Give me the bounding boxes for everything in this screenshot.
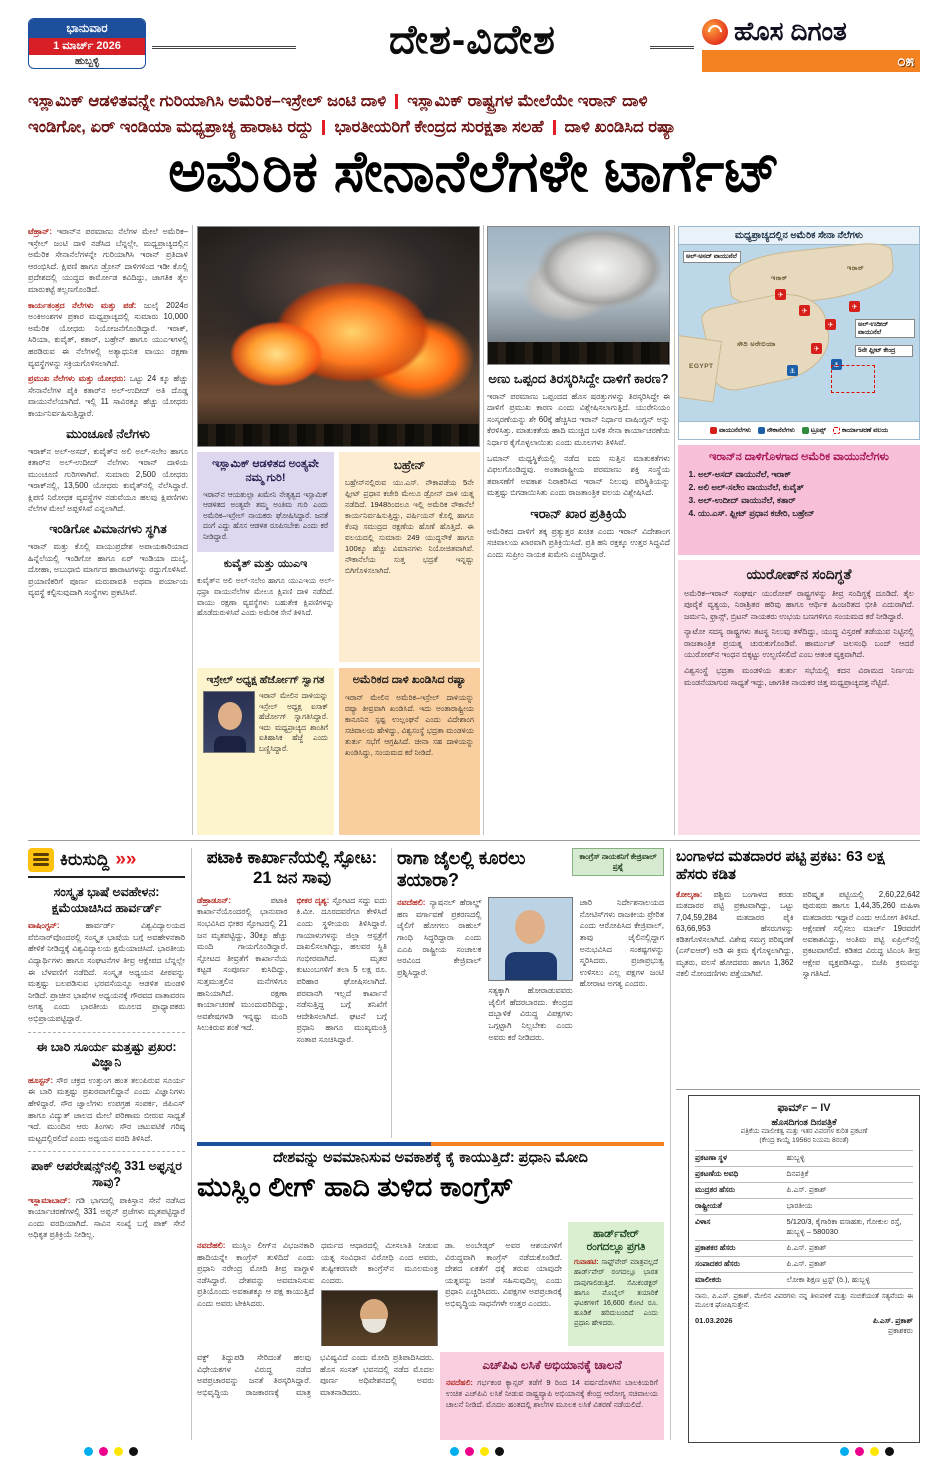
strapline-1a: ಇಸ್ಲಾಮಿಕ್ ಆಡಳಿತವನ್ನೇ ಗುರಿಯಾಗಿಸಿ ಅಮೆರಿಕ–ಇಸ್ರೇಲ್ ಜಂಟಿ ದಾಳಿ <box>28 92 387 110</box>
strapline-2c: ದಾಳಿ ಖಂಡಿಸಿದ ರಷ್ಯಾ <box>564 118 677 136</box>
map-callout: ಅಲ್-ಉದೀದ್ ವಾಯುನೆಲೆ <box>855 319 915 338</box>
form-label: ಸಂಪಾದಕರ ಹೆಸರು <box>695 1259 740 1269</box>
registration-marks-center <box>450 1447 504 1456</box>
map-title: ಮಧ್ಯಪ್ರಾಚ್ಯದಲ್ಲಿನ ಅಮೆರಿಕ ಸೇನಾ ನೆಲೆಗಳು <box>679 227 919 245</box>
form-value: ಲೋಕಾ ಶಿಕ್ಷಣ ಟ್ರಸ್ಟ್ (ರಿ.), ಹುಬ್ಬಳ್ಳಿ <box>786 1275 870 1285</box>
airbase-plane-icon: ✈ <box>811 343 822 354</box>
hardware-box <box>568 1222 664 1346</box>
crosshead: ಪ್ರಮುಖ ನೆಲೆಗಳು ಮತ್ತು ಯೋಧರು: <box>28 374 126 384</box>
brand-block <box>702 16 920 72</box>
form-role: ಪ್ರಕಾಶಕರು <box>888 1326 913 1335</box>
black-registration-dot <box>129 1447 138 1456</box>
form-label: ರಾಷ್ಟ್ರೀಯತೆ <box>695 1201 722 1211</box>
briefs-header <box>28 848 185 878</box>
suit <box>214 736 246 752</box>
box-title: ಬಹ್ರೇನ್ <box>393 458 426 472</box>
face <box>515 910 545 944</box>
article-body: ನ್ಯಾಷನಲ್ ಹೆರಾಲ್ಡ್ ಹಣ ವರ್ಗಾವಣೆ ಪ್ರಕರಣದಲ್ಲಿ ಜೈಲಿಗೆ ಹೋಗಲು ರಾಹುಲ್ ಗಾಂಧಿ ಸಿದ್ಧರಿದ್ದಾರಾ ಎಂದು ಎಎಪಿ ರಾಷ್ಟ್ರೀಯ ಸಂಚಾಲಕ ಅರವಿಂದ ಕೇಜ್ರಿವಾಲ್ ಪ್ರಶ್ನಿಸಿದ್ದಾರೆ. <box>397 898 482 977</box>
brief-title-sun: ಈ ಬಾರಿ ಸೂರ್ಯ ಮತ್ತಷ್ಟು ಪ್ರಖರ: ವಿಜ್ಞಾನಿ <box>36 1039 177 1070</box>
lead-headline: ಅಮೆರಿಕ ಸೇನಾನೆಲೆಗಳೇ ಟಾರ್ಗೆಟ್ <box>168 140 780 204</box>
strapline-1b: ಇಸ್ಲಾಮಿಕ್ ರಾಷ್ಟ್ರಗಳ ಮೇಲೆಯೇ ಇರಾನ್ ದಾಳಿ <box>407 92 648 110</box>
europe-section <box>678 560 920 835</box>
form-date: 01.03.2026 <box>695 1316 733 1325</box>
form-row <box>695 1150 913 1166</box>
raga-article <box>397 848 664 1136</box>
map-area <box>679 245 919 417</box>
map-callout: ಅಲ್-ಅಸದ್ ವಾಯುನೆಲೆ <box>683 251 741 263</box>
column-rule <box>670 848 671 1440</box>
column-rule <box>391 848 392 1138</box>
box-title: ಇಸ್ರೇಲ್ ಅಧ್ಯಕ್ಷ ಹೆರ್ಜೋಗ್ ಸ್ವಾಗತ <box>206 674 325 686</box>
date-box <box>28 18 146 69</box>
box-title: ಎಚ್‌ಪಿವಿ ಲಸಿಕೆ ಅಭಿಯಾನಕ್ಕೆ ಚಾಲನೆ <box>482 1358 622 1372</box>
map-infographic <box>678 226 920 440</box>
attacked-airbases-box <box>678 445 920 555</box>
legend-swatch-zone <box>833 427 840 434</box>
article-body: ಮುಸ್ಲಿಂ ಲೀಗ್‌ನ ವಿಭಜನಕಾರಿ ಹಾದಿಯನ್ನೇ ಕಾಂಗ್ರೆಸ್ ತುಳಿದಿದೆ ಎಂದು ಪ್ರಧಾನಿ ನರೇಂದ್ರ ಮೋದಿ ತೀವ್ರ ವಾಗ್ದಾಳಿ ನಡೆಸಿದ್ದಾರೆ. ದೇಶವನ್ನು ಅವಮಾನಿಸುವ ಪ್ರತಿಯೊಂದು ಅವಕಾಶಕ್ಕೂ ಆ ಪಕ್ಷ ಕಾಯುತ್ತಿದೆ ಎಂದು ಅವರು ಟೀಕಿಸಿದರು. <box>197 1241 314 1308</box>
bahrain-box <box>339 452 480 662</box>
article-headline: ಪಟಾಕಿ ಕಾರ್ಖಾನೆಯಲ್ಲಿ ಸ್ಫೋಟ: 21 ಜನ ಸಾವು <box>206 848 378 888</box>
article-body: ವಕ್ಫ್ ತಿದ್ದುಪಡಿ ಸೇರಿದಂತೆ ಹಲವು ವಿಧೇಯಕಗಳ ವಿರುದ್ಧ ನಡೆದ ಅಪಪ್ರಚಾರವನ್ನು ಜನತೆ ತಿರಸ್ಕರಿಸಿದ್ದಾರೆ. ಅಭಿವೃದ್ಧಿಯ ರಾಜಕಾರಣಕ್ಕೆ ಮಾತ್ರ ಭವಿಷ್ಯವಿದೆ ಎಂದು ಮೋದಿ ಪ್ರತಿಪಾದಿಸಿದರು. ಹೊಸ ಸಂಸತ್ ಭವನದಲ್ಲಿ ನಡೆದ ಮೊದಲ ಪೂರ್ಣ ಅಧಿವೇಶನದಲ್ಲಿ ಅವರು ಮಾತನಾಡಿದರು. <box>197 1353 434 1397</box>
form-org: ಹೊಸದಿಗಂತ ದಿನಪತ್ರಿಕೆ <box>771 1117 837 1127</box>
strap-divider <box>553 120 556 135</box>
lead-paragraph: ಅಮೆರಿಕದ ದಾಳಿಗೆ ತಕ್ಕ ಪ್ರತ್ಯುತ್ತರ ಖಚಿತ ಎಂದು ಇರಾನ್ ವಿದೇಶಾಂಗ ಸಚಿವಾಲಯ ಖಾರವಾಗಿ ಪ್ರತಿಕ್ರಿಯಿಸಿದೆ. ಪ್ರತಿ ಹನಿ ರಕ್ತಕ್ಕೂ ಉತ್ತರ ಸಿದ್ಧವಿದೆ ಎಂದು ಸುಪ್ರೀಂ ನಾಯಕ ಖಮೇನಿ ಎಚ್ಚರಿಸಿದ್ದಾರೆ. <box>487 526 670 559</box>
dateline: ಟೆಹ್ರಾನ್: <box>28 227 52 236</box>
subhead-iran-reaction: ಇರಾನ್ ಖಾರ ಪ್ರತಿಕ್ರಿಯೆ <box>530 505 627 521</box>
box-title: ಅಮೆರಿಕದ ದಾಳಿ ಖಂಡಿಸಿದ ರಷ್ಯಾ <box>352 674 467 686</box>
article-headline: ಬಂಗಾಳದ ಮತದಾರರ ಪಟ್ಟಿ ಪ್ರಕಟ: 63 ಲಕ್ಷ ಹೆಸರು ಕಡಿತ <box>676 848 885 883</box>
column-rule <box>192 225 193 835</box>
form-declaration: ನಾನು, ಪಿ.ಎಸ್. ಪ್ರಕಾಶ್, ಮೇಲಿನ ವಿವರಗಳು ನನ್ನ ತಿಳುವಳಿಕೆ ಮತ್ತು ನಂಬಿಕೆಯಂತೆ ಸತ್ಯವೆಂದು ಈ ಮೂಲಕ ಘೋಷಿಸುತ್ತೇನೆ. <box>695 1288 913 1310</box>
hpv-box <box>440 1352 664 1440</box>
operation-zone-outline <box>831 365 875 393</box>
navalbase-ship-icon: ⚓ <box>787 365 798 376</box>
box-body: ಇರಾನ್ ಮೇಲಿನ ದಾಳಿಯನ್ನು ಇಸ್ರೇಲ್ ಅಧ್ಯಕ್ಷ ಐಸಾಕ್ ಹೆರ್ಜೋಗ್ ಸ್ವಾಗತಿಸಿದ್ದಾರೆ. ಇದು ಮಧ್ಯಪ್ರಾಚ್ಯದ ಶಾಂತಿಗೆ ಐತಿಹಾಸಿಕ ಹೆಜ್ಜೆ ಎಂದು ಬಣ್ಣಿಸಿದ್ದಾರೆ. <box>259 691 328 754</box>
article-body: ಸತ್ಯಕ್ಕಾಗಿ ಹೋರಾಡುವವರು ಜೈಲಿಗೆ ಹೆದರಬಾರದು. ಕೇಂದ್ರದ ದಬ್ಬಾಳಿಕೆ ವಿರುದ್ಧ ವಿಪಕ್ಷಗಳು ಒಗ್ಗಟ್ಟಾಗಿ ನಿಲ್ಲಬೇಕು ಎಂದು ಅವರು ಕರೆ ನೀಡಿದರು. <box>488 986 573 1042</box>
face <box>218 702 242 730</box>
article-body: ಪಟಾಕಿ ಕಾರ್ಖಾನೆಯೊಂದರಲ್ಲಿ ಭಾನುವಾರ ಸಂಭವಿಸಿದ ಭೀಕರ ಸ್ಫೋಟದಲ್ಲಿ 21 ಜನ ಮೃತಪಟ್ಟಿದ್ದು, 30ಕ್ಕೂ ಹೆಚ್ಚು ಮಂದಿ ಗಾಯಗೊಂಡಿದ್ದಾರೆ. ಸ್ಫೋಟದ ತೀವ್ರತೆಗೆ ಕಾರ್ಖಾನೆಯ ಕಟ್ಟಡ ಸಂಪೂರ್ಣ ಕುಸಿದಿದ್ದು, ಸುತ್ತಮುತ್ತಲಿನ ಮನೆಗಳಿಗೂ ಹಾನಿಯಾಗಿದೆ. ರಕ್ಷಣಾ ಕಾರ್ಯಾಚರಣೆ ಮುಂದುವರಿದಿದ್ದು, ಅವಶೇಷಗಳಡಿ ಇನ್ನಷ್ಟು ಮಂದಿ ಸಿಲುಕಿರುವ ಶಂಕೆ ಇದೆ. <box>197 895 288 1033</box>
bottom-headline: ಮುಸ್ಲಿಂ ಲೀಗ್ ಹಾದಿ ತುಳಿದ ಕಾಂಗ್ರೆಸ್ <box>197 1172 514 1202</box>
form-label: ಪ್ರಕಟಣಾ ಸ್ಥಳ <box>695 1153 728 1163</box>
lead-article-col4 <box>487 371 670 835</box>
strapline-1 <box>28 92 920 111</box>
dateline: ಗುವಾಹಟಿ: <box>574 1259 599 1267</box>
form-row <box>695 1256 913 1272</box>
form-signatory: ಪಿ.ಎಸ್. ಪ್ರಕಾಶ್ <box>873 1316 913 1325</box>
city-silhouette <box>488 342 669 364</box>
map-callout: 5ನೇ ಫ್ಲೀಟ್ ಕೇಂದ್ರ <box>855 345 913 357</box>
box-title: ಇಸ್ಲಾಮಿಕ್ ಆಡಳಿತದ ಅಂತ್ಯವೇ ನಮ್ಮ ಗುರಿ! <box>212 458 319 484</box>
chevrons-icon <box>115 850 136 870</box>
cyan-registration-dot <box>840 1447 849 1456</box>
legend-swatch-airbase <box>710 427 717 434</box>
list-item: 1. ಅಲ್-ಅಸದ್ ವಾಯುನೆಲೆ, ಇರಾಕ್ <box>698 469 914 480</box>
lead-paragraph: ಇರಾನ್ ಪರಮಾಣು ಒಪ್ಪಂದದ ಹೊಸ ಷರತ್ತುಗಳನ್ನು ತಿರಸ್ಕರಿಸಿದ್ದೇ ಈ ದಾಳಿಗೆ ಪ್ರಮುಖ ಕಾರಣ ಎಂದು ವಿಶ್ಲೇಷಿಸಲಾಗುತ್ತಿದೆ. ಯುರೇನಿಯಂ ಸಂಸ್ಕರಣೆಯನ್ನು ಶೇ 60ಕ್ಕೆ ಹೆಚ್ಚಿಸಿದ ಇರಾನ್ ನಿರ್ಧಾರ ವಾಷಿಂಗ್ಟನ್ ಅನ್ನು ಕೆರಳಿಸಿತ್ತು. ಮಾತುಕತೆಯ ಹಾದಿ ಮುಚ್ಚಿದ ಬಳಿಕ ಸೇನಾ ಕಾರ್ಯಾಚರಣೆಯ ನಿರ್ಧಾರ ಕೈಗೊಳ್ಳಲಾಯಿತು ಎಂದು ಮೂಲಗಳು ತಿಳಿಸಿವೆ. <box>487 391 670 447</box>
form-value: ಭಾರತೀಯ <box>786 1201 813 1211</box>
dateline: ನವದೆಹಲಿ: <box>446 1378 473 1387</box>
fire-explosion-photo <box>197 226 480 447</box>
cyan-registration-dot <box>84 1447 93 1456</box>
subhead-nuclear-deal: ಅಣು ಒಪ್ಪಂದ ತಿರಸ್ಕರಿಸಿದ್ದೇ ದಾಳಿಗೆ ಕಾರಣ? <box>488 371 669 386</box>
strapline-2 <box>28 118 920 137</box>
form-row <box>695 1240 913 1256</box>
map-country-label: ಇರಾಕ್ <box>771 275 788 282</box>
russia-box <box>339 668 480 835</box>
form-subtitle: ಪತ್ರಿಕೆಯ ಮಾಲೀಕತ್ವ ಮತ್ತು ಇತರ ವಿವರಗಳ ಕುರಿತ ಪ್ರಕಟಣೆ <box>740 1128 868 1135</box>
lead-paragraph: ಇರಾಕ್‌ನ ಅಲ್-ಅಸದ್, ಕುವೈತ್‌ನ ಅಲಿ ಅಲ್-ಸಲೇಂ ಹಾಗೂ ಕತಾರ್‌ನ ಅಲ್-ಉದೀದ್ ನೆಲೆಗಳು ಇರಾನ್ ದಾಳಿಯ ಮುಂಚೂಣಿ ಗುರಿಗಳಾಗಿವೆ. ಸುಮಾರು 2,500 ಯೋಧರು ಇರಾಕ್‌ನಲ್ಲಿ, 13,500 ಯೋಧರು ಕುವೈತ್‌ನಲ್ಲಿ ನೆಲೆಸಿದ್ದಾರೆ. ಕ್ಷಿಪಣಿ ನಿರೋಧಕ ವ್ಯವಸ್ಥೆಗಳ ನಡುವೆಯೂ ಹಲವು ಕ್ಷಿಪಣಿಗಳು ನೆಲೆಗಳ ಮೇಲೆ ಅಪ್ಪಳಿಸಿವೆ ಎನ್ನಲಾಗಿದೆ. <box>28 446 188 514</box>
kuwait-uae-block <box>197 558 334 662</box>
form-row <box>695 1272 913 1288</box>
strap-divider <box>322 120 325 135</box>
airbases-list <box>684 469 914 519</box>
form-row <box>695 1182 913 1198</box>
map-country-label: ಇರಾನ್ <box>847 265 865 272</box>
briefs-column <box>28 848 185 1440</box>
airbase-plane-icon: ✈ <box>825 319 836 330</box>
box-body: ಇರಾನ್‌ನ ಆಯತುಲ್ಲಾ ಖಮೇನಿ ನೇತೃತ್ವದ ಇಸ್ಲಾಮಿಕ್ ಆಡಳಿತದ ಅಂತ್ಯವೇ ತಮ್ಮ ಅಂತಿಮ ಗುರಿ ಎಂದು ಅಮೆರಿಕ–ಇಸ್ರೇಲ್ ನಾಯಕರು ಘೋಷಿಸಿದ್ದಾರೆ. ಜನತೆ ದಂಗೆ ಎದ್ದು ಹೊಸ ಆಡಳಿತ ರೂಪಿಸಬೇಕು ಎಂದು ಕರೆ ನೀಡಿದ್ದಾರೆ. <box>203 489 328 541</box>
subhead-kuwait-uae: ಕುವೈತ್ ಮತ್ತು ಯುಎಇ <box>223 558 308 570</box>
modi-article-top <box>197 1240 562 1346</box>
article-body: ಪಶ್ಚಿಮ ಬಂಗಾಳದ ಕರಡು ಮತದಾರರ ಪಟ್ಟಿ ಪ್ರಕಟವಾಗಿದ್ದು, ಒಟ್ಟು 7,04,59,284 ಮತದಾರರ ಪೈಕಿ 63,66,953 ಹೆಸರುಗಳನ್ನು ಕಡಿತಗೊಳಿಸಲಾಗಿದೆ. ವಿಶೇಷ ಸಮಗ್ರ ಪರಿಷ್ಕರಣೆ (ಎಸ್‌ಐಆರ್) ಅಡಿ ಈ ಕ್ರಮ ಕೈಗೊಳ್ಳಲಾಗಿದ್ದು, ಮೃತರು, ವಲಸೆ ಹೋದವರು ಹಾಗೂ 1,362 ನಕಲಿ ನೋಂದಣಿಗಳು ಪತ್ತೆಯಾಗಿವೆ. <box>676 890 794 979</box>
list-item: 2. ಅಲಿ ಅಲ್-ಸಲೇಂ ವಾಯುನೆಲೆ, ಕುವೈತ್ <box>698 482 914 493</box>
subhead-munchooni-nelegalu: ಮುಂಚೂಣಿ ನೆಲೆಗಳು <box>66 426 150 441</box>
briefs-label: ಕಿರುಸುದ್ದಿ <box>60 850 110 869</box>
legend-label: ಟ್ರೂಪ್ಸ್ <box>810 426 826 434</box>
masthead-date: 1 ಮಾರ್ಚ್ 2026 <box>29 38 145 55</box>
strapline-2b: ಭಾರತೀಯರಿಗೆ ಕೇಂದ್ರದ ಸುರಕ್ಷತಾ ಸಲಹೆ <box>334 118 544 136</box>
modi-photo <box>321 1290 438 1346</box>
form-value: 5/120/3, ಕೈಗಾರಿಕಾ ವಸಾಹತು, ಗೋಕುಲ ರಸ್ತೆ, ಹುಬ್ಬಳ್ಳಿ – 580030 <box>786 1217 902 1237</box>
column-rule <box>483 225 484 835</box>
city-silhouette <box>198 424 479 446</box>
brand-logo-icon <box>702 19 728 45</box>
brief-body: ಸೌರ ಚಕ್ರದ ಉತ್ತುಂಗ ಹಂತ ತಲುಪಿರುವ ಸೂರ್ಯ ಈ ಬಾರಿ ಮತ್ತಷ್ಟು ಪ್ರಖರವಾಗಲಿದ್ದಾನೆ ಎಂದು ವಿಜ್ಞಾನಿಗಳು ಹೇಳಿದ್ದಾರೆ. ಸೌರ ಜ್ವಾಲೆಗಳು ಉಪಗ್ರಹ ಸಂಪರ್ಕ, ಜಿಪಿಎಸ್ ಹಾಗೂ ವಿದ್ಯುತ್ ಜಾಲದ ಮೇಲೆ ಪರಿಣಾಮ ಬೀರುವ ಸಾಧ್ಯತೆ ಇದೆ. ಮುಂದಿನ ಆರು ತಿಂಗಳು ಸೌರ ಚಟುವಟಿಕೆ ಗರಿಷ್ಠ ಮಟ್ಟದಲ್ಲಿರಲಿದೆ ಎಂದು ಅಧ್ಯಯನ ವರದಿ ತಿಳಿಸಿದೆ. <box>28 1075 185 1143</box>
subhead-europe: ಯುರೋಪ್‌ನ ಸಂದಿಗ್ಧತೆ <box>746 566 852 582</box>
black-registration-dot <box>885 1447 894 1456</box>
herzog-box <box>197 668 334 835</box>
lead-paragraph: ಒಮಾನ್ ಮಧ್ಯಸ್ಥಿಕೆಯಲ್ಲಿ ನಡೆದ ಐದು ಸುತ್ತಿನ ಮಾತುಕತೆಗಳು ವಿಫಲಗೊಂಡಿದ್ದವು. ಅಂತಾರಾಷ್ಟ್ರೀಯ ಪರಮಾಣು ಶಕ್ತಿ ಸಂಸ್ಥೆಯ ತಪಾಸಣೆಗೆ ಅವಕಾಶ ನಿರಾಕರಿಸಿದ ಇರಾನ್ ನಿಲುವು ಪರಿಸ್ಥಿತಿಯನ್ನು ಮತ್ತಷ್ಟು ಬಿಗಡಾಯಿಸಿತು ಎಂದು ರಾಜತಾಂತ್ರಿಕ ವಲಯ ವಿಶ್ಲೇಷಿಸಿದೆ. <box>487 453 670 498</box>
lead-paragraph: ಇರಾನ್ ಮತ್ತು ಕೊಲ್ಲಿ ವಾಯುಪ್ರದೇಶ ಅಪಾಯಕಾರಿಯಾದ ಹಿನ್ನೆಲೆಯಲ್ಲಿ ಇಂಡಿಗೋ ಹಾಗೂ ಏರ್ ಇಂಡಿಯಾ ದುಬೈ, ದೋಹಾ, ಅಬುಧಾಬಿ ಮಾರ್ಗದ ಹಾರಾಟಗಳನ್ನು ರದ್ದುಗೊಳಿಸಿವೆ. ಪ್ರಯಾಣಿಕರಿಗೆ ಪೂರ್ಣ ಮರುಪಾವತಿ ಅಥವಾ ಪರ್ಯಾಯ ವ್ಯವಸ್ಥೆ ಕಲ್ಪಿಸುವುದಾಗಿ ಸಂಸ್ಥೆಗಳು ಪ್ರಕಟಿಸಿವೆ. <box>28 542 188 598</box>
islamic-regime-box <box>197 452 334 552</box>
legend-swatch-navalbase <box>758 427 765 434</box>
brief-body: ಗಡಿ ಭಾಗದಲ್ಲಿ ಪಾಕಿಸ್ತಾನ ಸೇನೆ ನಡೆಸಿದ ಕಾರ್ಯಾಚರಣೆಗಳಲ್ಲಿ 331 ಅಫ್ಘನ್ ಪ್ರಜೆಗಳು ಮೃತಪಟ್ಟಿದ್ದಾರೆ ಎಂದು ವರದಿಯಾಗಿದೆ. ಸಾವಿನ ಸಂಖ್ಯೆ ಬಗ್ಗೆ ಪಾಕ್ ಸೇನೆ ಅಧಿಕೃತ ಪ್ರತಿಕ್ರಿಯೆ ನೀಡಿಲ್ಲ. <box>28 1195 185 1240</box>
brief-divider <box>28 1032 185 1033</box>
brief-title-pak: ಪಾಕ್ ಆಪರೇಷನ್ಸ್‌ನಲ್ಲಿ 331 ಅಫ್ಘನ್ನರ ಸಾವು? <box>31 1159 182 1190</box>
form-value: ಹುಬ್ಬಳ್ಳಿ <box>786 1153 805 1163</box>
form-subtitle: (ಕೇಂದ್ರ ಕಾಯ್ದೆ 1956ರ ನಿಯಮ 8ರಂತೆ) <box>759 1136 849 1144</box>
kuwait-uae-body: ಕುವೈತ್‌ನ ಅಲಿ ಅಲ್-ಸಲೇಂ ಹಾಗೂ ಯುಎಇಯ ಅಲ್-ಧಫ್ರಾ ವಾಯುನೆಲೆಗಳ ಮೇಲೂ ಕ್ಷಿಪಣಿ ದಾಳಿ ನಡೆದಿದೆ. ವಾಯು ರಕ್ಷಣಾ ವ್ಯವಸ್ಥೆಗಳು ಬಹುತೇಕ ಕ್ಷಿಪಣಿಗಳನ್ನು ಹೊಡೆದುರುಳಿಸಿವೆ ಎಂದು ಅಮೆರಿಕ ಸೇನೆ ತಿಳಿಸಿದೆ. <box>197 575 334 618</box>
page-number: ೦೫ <box>897 52 914 70</box>
airbase-plane-icon: ✈ <box>849 301 860 312</box>
inline-crosshead: ಭೀಕರ ದೃಶ್ಯ: <box>296 895 330 905</box>
brief-title-harvard: ಸಂಸ್ಕೃತ ಭಾಷೆ ಅವಹೇಳನ: ಕ್ಷಮೆಯಾಚಿಸಿದ ಹಾರ್ವರ್ಡ್ <box>51 885 162 915</box>
kicker-text: ದೇಶವನ್ನು ಅವಮಾನಿಸುವ ಅವಕಾಶಕ್ಕೆ ಕೈ ಕಾಯುತ್ತಿದೆ: ಪ್ರಧಾನಿ ಮೋದಿ <box>273 1150 588 1166</box>
black-registration-dot <box>495 1447 504 1456</box>
form-value: ಪಿ.ಎಸ್. ಪ್ರಕಾಶ್ <box>786 1243 827 1253</box>
legend-swatch-troops <box>802 427 809 434</box>
herzog-portrait-photo <box>203 691 255 753</box>
article-tag-box: ಕಾಂಗ್ರೆಸ್ ನಾಯಕನಿಗೆ ಕೇಜ್ರಿವಾಲ್ ಪ್ರಶ್ನೆ <box>572 848 664 876</box>
article-body: ಧರ್ಮದ ಆಧಾರದಲ್ಲಿ ಮೀಸಲಾತಿ ನೀಡುವ ಯತ್ನ ಸಂವಿಧಾನ ವಿರೋಧಿ ಎಂದ ಅವರು, ತುಷ್ಟೀಕರಣವೇ ಕಾಂಗ್ರೆಸ್‌ನ ಮೂಲಮಂತ್ರ ಎಂದರು. <box>321 1241 438 1285</box>
map-country-label: EGYPT <box>689 363 714 370</box>
kicker-bar <box>197 1142 664 1146</box>
lead-paragraph: ಒಟ್ಟು 24 ಕ್ಕೂ ಹೆಚ್ಚು ಸೇನಾನೆಲೆಗಳ ಪೈಕಿ ಕತಾರ್‌ನ ಅಲ್-ಉದೀದ್ ಅತಿ ದೊಡ್ಡ ವಾಯುನೆಲೆಯಾಗಿದೆ. ಇಲ್ಲಿ 11 ಸಾವಿರಕ್ಕೂ ಹೆಚ್ಚು ಯೋಧರು ಕಾರ್ಯನಿರ್ವಹಿಸುತ್ತಿದ್ದಾರೆ. <box>28 374 188 418</box>
registration-marks-left <box>84 1447 138 1456</box>
dateline: ಕೋಲ್ಕತಾ: <box>676 890 703 899</box>
form-label: ಮಾಲೀಕರು <box>695 1275 722 1285</box>
europe-paragraph: ಅಮೆರಿಕ–ಇರಾನ್ ಸಂಘರ್ಷ ಯುರೋಪ್ ರಾಷ್ಟ್ರಗಳನ್ನು ತೀವ್ರ ಸಂದಿಗ್ಧಕ್ಕೆ ದೂಡಿದೆ. ತೈಲ ಪೂರೈಕೆ ವ್ಯತ್ಯಯ, ನಿರಾಶ್ರಿತರ ಹರಿವು ಹಾಗೂ ಆರ್ಥಿಕ ಹಿಂಜರಿತದ ಭೀತಿ ಎದುರಾಗಿದೆ. ಜರ್ಮನಿ, ಫ್ರಾನ್ಸ್, ಬ್ರಿಟನ್ ನಾಯಕರು ಉಭಯ ಬಣಗಳಿಗೂ ಸಂಯಮದ ಕರೆ ನೀಡಿದ್ದಾರೆ. <box>684 588 914 621</box>
dateline: ಇಸ್ಲಾಮಾಬಾದ್: <box>28 1195 71 1205</box>
box-body: ಗರ್ಭಕಂಠ ಕ್ಯಾನ್ಸರ್ ತಡೆಗೆ 9 ರಿಂದ 14 ವರ್ಷದೊಳಗಿನ ಬಾಲಕಿಯರಿಗೆ ಉಚಿತ ಎಚ್‌ಪಿವಿ ಲಸಿಕೆ ನೀಡುವ ರಾಷ್ಟ್ರವ್ಯಾಪಿ ಅಭಿಯಾನಕ್ಕೆ ಕೇಂದ್ರ ಆರೋಗ್ಯ ಸಚಿವಾಲಯ ಚಾಲನೆ ನೀಡಿದೆ. ಮೊದಲ ಹಂತದಲ್ಲಿ ಶಾಲೆಗಳ ಮೂಲಕ ಲಸಿಕೆ ವಿತರಣೆ ನಡೆಯಲಿದೆ. <box>446 1378 658 1409</box>
europe-paragraph: ವಿಶ್ವಸಂಸ್ಥೆ ಭದ್ರತಾ ಮಂಡಳಿಯ ತುರ್ತು ಸಭೆಯಲ್ಲಿ ಕದನ ವಿರಾಮದ ನಿರ್ಣಯ ಮಂಡನೆಯಾಗುವ ಸಾಧ್ಯತೆ ಇದ್ದು, ಜಾಗತಿಕ ನಾಯಕರ ಚಿತ್ತ ಮಧ್ಯಪ್ರಾಚ್ಯದತ್ತ ನೆಟ್ಟಿದೆ. <box>684 666 914 687</box>
bengal-article <box>676 848 920 1086</box>
box-body: ಸಾಫ್ಟ್‌ವೇರ್ ಮಾತ್ರವಲ್ಲದೆ ಹಾರ್ಡ್‌ವೇರ್ ರಂಗದಲ್ಲೂ ಭಾರತ ದಾಪುಗಾಲಿಡುತ್ತಿದೆ. ಸೆಮಿಕಂಡಕ್ಟರ್ ಹಾಗೂ ಮೊಬೈಲ್ ತಯಾರಿಕೆ ಘಟಕಗಳಿಗೆ 16,600 ಕೋಟಿ ರೂ. ಹೂಡಿಕೆ ಹರಿದುಬಂದಿದೆ ಎಂದು ಪ್ರಧಾನಿ ಹೇಳಿದರು. <box>574 1259 658 1328</box>
article-body: ಡಾ. ಅಂಬೇಡ್ಕರ್ ಅವರ ಆಶಯಗಳಿಗೆ ವಿರುದ್ಧವಾಗಿ ಕಾಂಗ್ರೆಸ್ ನಡೆದುಕೊಂಡಿದೆ. ದೇಶದ ಏಕತೆಗೆ ಧಕ್ಕೆ ತರುವ ಯಾವುದೇ ಯತ್ನವನ್ನು ಜನತೆ ಸಹಿಸುವುದಿಲ್ಲ ಎಂದು ಪ್ರಧಾನಿ ಎಚ್ಚರಿಸಿದರು. ವಿಪಕ್ಷಗಳ ಅಪಪ್ರಚಾರಕ್ಕೆ ಅಭಿವೃದ್ಧಿಯ ಸಾಧನೆಗಳೇ ಉತ್ತರ ಎಂದರು. <box>445 1241 562 1308</box>
crosshead: ಕಾರ್ಯತಂತ್ರದ ನೆಲೆಗಳು ಮತ್ತು ಪಡೆ: <box>28 300 137 310</box>
form-row <box>695 1198 913 1214</box>
box-body: ಇರಾನ್ ಮೇಲಿನ ಅಮೆರಿಕ–ಇಸ್ರೇಲ್ ದಾಳಿಯನ್ನು ರಷ್ಯಾ ತೀವ್ರವಾಗಿ ಖಂಡಿಸಿದೆ. ಇದು ಅಂತಾರಾಷ್ಟ್ರೀಯ ಕಾನೂನಿನ ಸ್ಪಷ್ಟ ಉಲ್ಲಂಘನೆ ಎಂದು ವಿದೇಶಾಂಗ ಸಚಿವಾಲಯ ಹೇಳಿದ್ದು, ವಿಶ್ವಸಂಸ್ಥೆ ಭದ್ರತಾ ಮಂಡಳಿಯ ತುರ್ತು ಸಭೆಗೆ ಆಗ್ರಹಿಸಿದೆ. ಚೀನಾ ಸಹ ದಾಳಿಯನ್ನು ಖಂಡಿಸಿದ್ದು, ಸಂಯಮದ ಕರೆ ನೀಡಿದೆ. <box>345 692 474 757</box>
form-row <box>695 1166 913 1182</box>
brief-body: ಹಾರ್ವರ್ಡ್ ವಿಶ್ವವಿದ್ಯಾಲಯದ ವೆಬಿನಾರ್‌ವೊಂದರಲ್ಲಿ ಸಂಸ್ಕೃತ ಭಾಷೆಯ ಬಗ್ಗೆ ಅವಹೇಳನಕಾರಿ ಹೇಳಿಕೆ ನೀಡಿದ್ದಕ್ಕೆ ವಿಶ್ವವಿದ್ಯಾಲಯ ಕ್ಷಮೆಯಾಚಿಸಿದೆ. ಭಾರತೀಯ ವಿದ್ಯಾರ್ಥಿಗಳು ಹಾಗೂ ಸಂಘಟನೆಗಳ ತೀವ್ರ ಆಕ್ಷೇಪದ ಬೆನ್ನಲ್ಲೇ ಈ ಬೆಳವಣಿಗೆ ನಡೆದಿದೆ. ಸಂಸ್ಕೃತ ಅಧ್ಯಯನ ಪೀಠವನ್ನು ಮತ್ತಷ್ಟು ಬಲಪಡಿಸುವ ಭರವಸೆಯನ್ನೂ ಆಡಳಿತ ಮಂಡಳಿ ನೀಡಿದೆ. ಪ್ರಾಚೀನ ಭಾಷೆಗಳ ಅಧ್ಯಯನಕ್ಕೆ ಗೌರವದ ವಾತಾವರಣ ಅಗತ್ಯ ಎಂದು ಭಾರತೀಯ ಮೂಲದ ಪ್ರಾಧ್ಯಾಪಕರು ಅಭಿಪ್ರಾಯಪಟ್ಟಿದ್ದಾರೆ. <box>28 921 185 1023</box>
lead-paragraph: ಇರಾನ್‌ನ ಪರಮಾಣು ನೆಲೆಗಳ ಮೇಲೆ ಅಮೆರಿಕ–ಇಸ್ರೇಲ್ ಜಂಟಿ ದಾಳಿ ನಡೆಸಿದ ಬೆನ್ನಲ್ಲೇ, ಮಧ್ಯಪ್ರಾಚ್ಯದಲ್ಲಿನ ಅಮೆರಿಕ ಸೇನಾನೆಲೆಗಳನ್ನೇ ಗುರಿಯಾಗಿಸಿ ಇರಾನ್ ಪ್ರತಿದಾಳಿ ಆರಂಭಿಸಿದೆ. ಕ್ಷಿಪಣಿ ಹಾಗೂ ಡ್ರೋನ್ ದಾಳಿಗಳಿಂದ ಇಡೀ ಕೊಲ್ಲಿ ಪ್ರದೇಶದಲ್ಲಿ ಯುದ್ಧದ ಕಾರ್ಮೋಡ ಕವಿದಿದ್ದು, ಜಾಗತಿಕ ತೈಲ ಮಾರುಕಟ್ಟೆ ತಲ್ಲಣಗೊಂಡಿದೆ. <box>28 227 188 294</box>
box-title: ಇರಾನ್‌ನ ದಾಳಿಗೊಳಗಾದ ಅಮೆರಿಕ ವಾಯುನೆಲೆಗಳು <box>709 451 889 463</box>
brand-title: ಹೊಸ ದಿಗಂತ <box>734 16 847 46</box>
page-number-bar <box>702 50 920 72</box>
strap-divider <box>395 94 398 109</box>
dateline: ನವದೆಹಲಿ: <box>197 1241 226 1250</box>
form-label: ಮುದ್ರಕರ ಹೆಸರು <box>695 1185 735 1195</box>
cyan-registration-dot <box>450 1447 459 1456</box>
article-body: ಜಾರಿ ನಿರ್ದೇಶನಾಲಯದ ನೋಟಿಸ್‌ಗಳು ರಾಜಕೀಯ ಪ್ರೇರಿತ ಎಂದು ಆರೋಪಿಸಿದ ಕೇಜ್ರಿವಾಲ್, ತಾವು ಜೈಲಿನಲ್ಲಿದ್ದಾಗ ಅನುಭವಿಸಿದ ಸಂಕಷ್ಟಗಳನ್ನು ಸ್ಮರಿಸಿದರು. ಪ್ರಜಾಪ್ರಭುತ್ವ ಉಳಿಸಲು ಎಲ್ಲ ಪಕ್ಷಗಳ ಜಂಟಿ ಹೋರಾಟ ಅಗತ್ಯ ಎಂದರು. <box>579 898 664 989</box>
list-item: 4. ಯು.ಎಸ್. ಫ್ಲೀಟ್ ಪ್ರಧಾನ ಕಚೇರಿ, ಬಹ್ರೇನ್ <box>698 508 914 519</box>
legend-label: ವಾಯುನೆಲೆಗಳು <box>719 426 751 434</box>
form-value: ಪಿ.ಎಸ್. ಪ್ರಕಾಶ್ <box>786 1259 827 1269</box>
section-divider <box>28 840 920 841</box>
box-title: ಹಾರ್ಡ್‌ವೇರ್ ರಂಗದಲ್ಲೂ ಪ್ರಗತಿ <box>586 1228 646 1254</box>
article-headline: ರಾಗಾ ಜೈಲಲ್ಲಿ ಕೂರಲು ತಯಾರಾ? <box>397 848 526 890</box>
kejriwal-photo <box>488 897 572 981</box>
kirusuddi-icon <box>28 848 54 872</box>
column-rule <box>674 225 675 835</box>
form-value: ದಿನಪತ್ರಿಕೆ <box>786 1169 809 1179</box>
yellow-registration-dot <box>480 1447 489 1456</box>
airbase-plane-icon: ✈ <box>775 289 786 300</box>
yellow-registration-dot <box>114 1447 123 1456</box>
form-label: ವಿಳಾಸ <box>695 1217 711 1227</box>
legend-label: ನೌಕಾನೆಲೆಗಳು <box>766 426 795 434</box>
dateline: ನವದೆಹಲಿ: <box>397 898 426 908</box>
legend-label: ಕಾರ್ಯಾಚರಣೆ ವಲಯ <box>841 426 888 434</box>
form-iv-notice <box>688 1095 920 1443</box>
beard <box>362 1319 386 1333</box>
form-title: ಫಾರ್ಮ್ – IV <box>777 1102 831 1114</box>
smoke-city-photo <box>487 226 670 365</box>
article-body: ಪರಿಷ್ಕೃತ ಪಟ್ಟಿಯಲ್ಲಿ 2,60,22,642 ಪುರುಷರು ಹಾಗೂ 1,44,35,260 ಮಹಿಳಾ ಮತದಾರರು ಇದ್ದಾರೆ ಎಂದು ಆಯೋಗ ತಿಳಿಸಿದೆ. ಆಕ್ಷೇಪಣೆ ಸಲ್ಲಿಸಲು ಮಾರ್ಚ್ 19ರವರೆಗೆ ಅವಕಾಶವಿದ್ದು, ಅಂತಿಮ ಪಟ್ಟಿ ಏಪ್ರಿಲ್‌ನಲ್ಲಿ ಪ್ರಕಟವಾಗಲಿದೆ. ಕಡಿತದ ವಿರುದ್ಧ ಟಿಎಂಸಿ ತೀವ್ರ ಆಕ್ಷೇಪ ವ್ಯಕ್ತಪಡಿಸಿದ್ದು, ಬಿಜೆಪಿ ಕ್ರಮವನ್ನು ಸ್ವಾಗತಿಸಿದೆ. <box>802 890 920 979</box>
magenta-registration-dot <box>855 1447 864 1456</box>
column-rule <box>191 848 192 1440</box>
title-rule-left <box>152 46 296 49</box>
sweater <box>505 952 557 980</box>
dateline: ಡೆಹ್ರಾಡೂನ್: <box>197 895 232 905</box>
map-legend <box>679 421 919 439</box>
lead-paragraph: ಜುಲೈ 2024ರ ಅಂಕಿಅಂಶಗಳ ಪ್ರಕಾರ ಮಧ್ಯಪ್ರಾಚ್ಯದಲ್ಲಿ ಸುಮಾರು 10,000 ಅಮೆರಿಕ ಯೋಧರು ನಿಯೋಜನೆಗೊಂಡಿದ್ದಾರೆ. ಇರಾಕ್, ಸಿರಿಯಾ, ಕುವೈತ್, ಕತಾರ್, ಬಹ್ರೇನ್ ಹಾಗೂ ಯುಎಇಗಳಲ್ಲಿ ಹರಡಿರುವ ಈ ನೆಲೆಗಳಲ್ಲಿ ಅತ್ಯಾಧುನಿಕ ವಾಯು ರಕ್ಷಣಾ ವ್ಯವಸ್ಥೆಗಳನ್ನು ಸಕ್ರಿಯಗೊಳಿಸಲಾಗಿದೆ. <box>28 300 188 368</box>
lead-article-col1 <box>28 226 188 836</box>
subhead-indigo-flights: ಇಂಡಿಗೋ ವಿಮಾನಗಳು ಸ್ಥಗಿತ <box>49 522 167 537</box>
masthead-city: ಹುಬ್ಬಳ್ಳಿ <box>74 56 100 67</box>
airbase-plane-icon: ✈ <box>799 305 810 316</box>
magenta-registration-dot <box>465 1447 474 1456</box>
map-country-label: ಸೌದಿ ಅರೇಬಿಯಾ <box>737 341 776 348</box>
title-rule-right <box>650 46 694 49</box>
yellow-registration-dot <box>870 1447 879 1456</box>
modi-article-bottom <box>197 1352 434 1440</box>
navalbase-ship-icon: ⚓ <box>831 359 842 370</box>
form-row <box>695 1214 913 1240</box>
strapline-2a: ಇಂಡಿಗೋ, ಏರ್ ಇಂಡಿಯಾ ಮಧ್ಯಪ್ರಾಚ್ಯ ಹಾರಾಟ ರದ್ದು <box>28 118 314 136</box>
brief-divider <box>28 1151 185 1152</box>
form-value: ಪಿ.ಎಸ್. ಪ್ರಕಾಶ್ <box>786 1185 827 1195</box>
europe-paragraph: ನ್ಯಾಟೋ ಸದಸ್ಯ ರಾಷ್ಟ್ರಗಳು ತಟಸ್ಥ ನಿಲುವು ತಳೆದಿದ್ದು, ಯುದ್ಧ ವಿಸ್ತರಣೆ ತಡೆಯುವ ನಿಟ್ಟಿನಲ್ಲಿ ರಾಜತಾಂತ್ರಿಕ ಪ್ರಯತ್ನ ಚುರುಕುಗೊಂಡಿವೆ. ಹಾರ್ಮುಜ್ ಜಲಸಂಧಿ ಬಂದ್ ಆದರೆ ಯುರೋಪ್‌ನ ಇಂಧನ ಬಿಕ್ಕಟ್ಟು ಉಲ್ಬಣಿಸಲಿದೆ ಎಂಬ ಆತಂಕ ವ್ಯಕ್ತವಾಗಿದೆ. <box>684 627 914 660</box>
dateline: ವಾಷಿಂಗ್ಟನ್: <box>28 921 60 931</box>
firecracker-article <box>197 848 387 1136</box>
masthead-day: ಭಾನುವಾರ <box>29 19 145 38</box>
section-title: ದೇಶ-ವಿದೇಶ <box>389 18 556 62</box>
list-item: 3. ಅಲ್-ಉದೀದ್ ವಾಯುನೆಲೆ, ಕತಾರ್ <box>698 495 914 506</box>
section-divider <box>676 1089 920 1090</box>
registration-marks-right <box>840 1447 894 1456</box>
box-body: ಬಹ್ರೇನ್‌ನಲ್ಲಿರುವ ಯು.ಎಸ್. ನೌಕಾಪಡೆಯ 5ನೇ ಫ್ಲೀಟ್ ಪ್ರಧಾನ ಕಚೇರಿ ಮೇಲೂ ಡ್ರೋನ್ ದಾಳಿ ಯತ್ನ ನಡೆದಿದೆ. 1948ರಿಂದಲೂ ಇಲ್ಲಿ ಅಮೆರಿಕ ನೌಕಾನೆಲೆ ಕಾರ್ಯನಿರ್ವಹಿಸುತ್ತಿದ್ದು, ಪರ್ಷಿಯನ್ ಕೊಲ್ಲಿ ಹಾಗೂ ಕೆಂಪು ಸಮುದ್ರದ ರಕ್ಷಣೆಯ ಹೊಣೆ ಹೊತ್ತಿದೆ. ಈ ವಲಯದಲ್ಲಿ ಸುಮಾರು 249 ಯುದ್ಧನೌಕೆ ಹಾಗೂ 100ಕ್ಕೂ ಹೆಚ್ಚು ವಿಮಾನಗಳು ನಿಯೋಜಿತವಾಗಿವೆ. ನೌಕಾನೆಲೆಯ ಸುತ್ತ ಭದ್ರತೆ ಇನ್ನಷ್ಟು ಬಿಗಿಗೊಳಿಸಲಾಗಿದೆ. <box>345 478 474 575</box>
article-body: ಸ್ಫೋಟದ ಸದ್ದು ಐದು ಕಿ.ಮೀ. ದೂರದವರೆಗೂ ಕೇಳಿಸಿದೆ ಎಂದು ಸ್ಥಳೀಯರು ತಿಳಿಸಿದ್ದಾರೆ. ಗಾಯಾಳುಗಳನ್ನು ಜಿಲ್ಲಾ ಆಸ್ಪತ್ರೆಗೆ ದಾಖಲಿಸಲಾಗಿದ್ದು, ಹಲವರ ಸ್ಥಿತಿ ಗಂಭೀರವಾಗಿದೆ. ಮೃತರ ಕುಟುಂಬಗಳಿಗೆ ತಲಾ 5 ಲಕ್ಷ ರೂ. ಪರಿಹಾರ ಘೋಷಿಸಲಾಗಿದೆ. ಪರವಾನಗಿ ಇಲ್ಲದೆ ಕಾರ್ಖಾನೆ ನಡೆಸುತ್ತಿದ್ದ ಬಗ್ಗೆ ತನಿಖೆಗೆ ಆದೇಶಿಸಲಾಗಿದೆ. ಘಟನೆ ಬಗ್ಗೆ ಪ್ರಧಾನಿ ಹಾಗೂ ಮುಖ್ಯಮಂತ್ರಿ ಸಂತಾಪ ಸೂಚಿಸಿದ್ದಾರೆ. <box>296 895 387 1044</box>
dateline: ಹೂಸ್ಟನ್: <box>28 1075 54 1085</box>
form-label: ಪ್ರಕಾಶಕರ ಹೆಸರು <box>695 1243 736 1253</box>
form-label: ಪ್ರಕಟಣೆಯ ಅವಧಿ <box>695 1169 739 1179</box>
magenta-registration-dot <box>99 1447 108 1456</box>
